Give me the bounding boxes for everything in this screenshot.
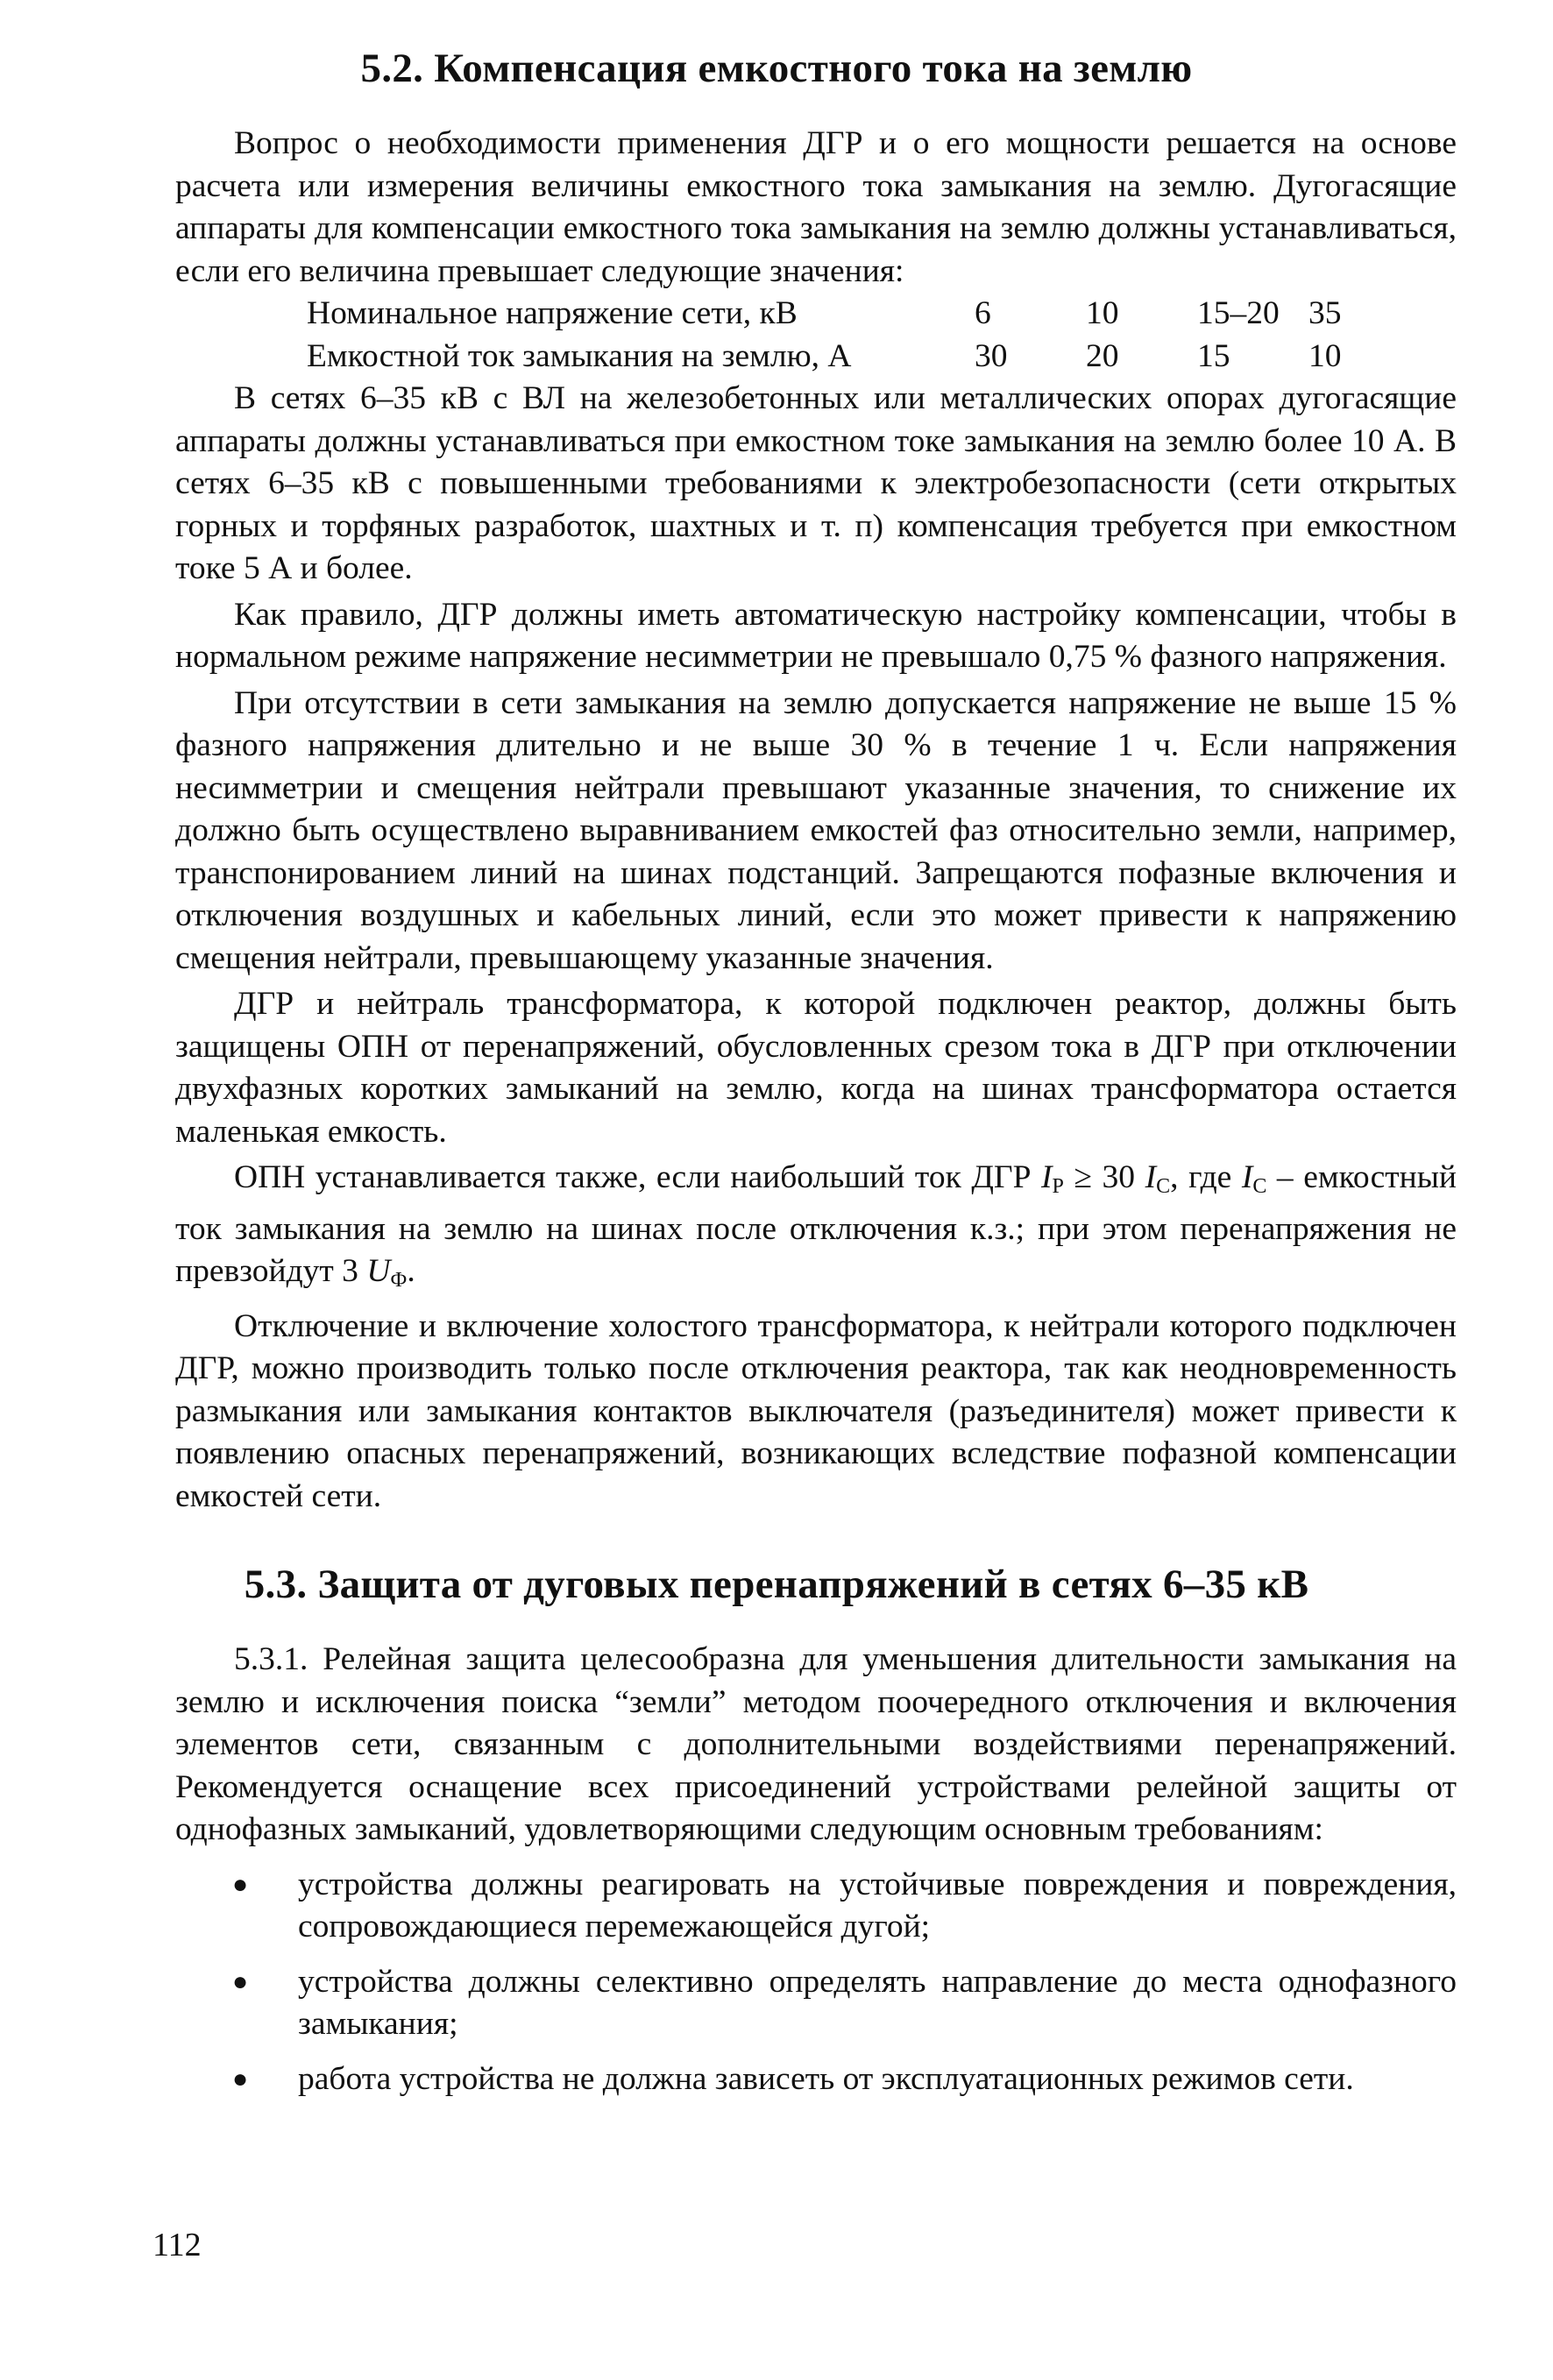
- table-cell: 35: [1308, 295, 1342, 331]
- text-run: ОПН устанавливается также, если наибольший ток ДГР: [234, 1159, 1042, 1195]
- paragraph-7: Отключение и включение холостого трансформатора, к нейтрали которого подключен ДГР, можно производить только после отключения реактора, так как неодновременность размыкания или замыкания контактов выключателя (разъединителя) может привести к появлению опасных перенапряжений, возникающих вследствие пофазной компенсации емкостей сети.: [175, 1307, 1457, 1514]
- text-run: .: [407, 1253, 415, 1289]
- list-item-text: устройства должны реагировать на устойчивые повреждения и повреждения, сопровождающиеся перемежающейся дугой;: [298, 1866, 1457, 1944]
- subscript: Ф: [390, 1269, 408, 1292]
- table-row: [307, 293, 1409, 336]
- requirements-list: [175, 1864, 1457, 2101]
- table-row: [307, 336, 1409, 379]
- section-5-2-body: [175, 123, 1457, 1518]
- list-item: [175, 1961, 1457, 2046]
- text-run: , где: [1170, 1159, 1242, 1195]
- table-row-label: Емкостной ток замыкания на землю, А: [307, 337, 852, 374]
- table-cell: 10: [1086, 295, 1119, 331]
- table-cell: 15: [1197, 337, 1230, 374]
- section-5-3-body: [175, 1639, 1457, 2113]
- table-cell: 30: [975, 337, 1008, 374]
- symbol-i: I: [1041, 1159, 1053, 1195]
- subscript: С: [1252, 1175, 1267, 1198]
- paragraph-2: В сетях 6–35 кВ с ВЛ на железобетонных или металлических опорах дугогасящие аппараты должны устанавливаться при емкостном токе замыкания на землю более 10 А. В сетях 6–35 кВ с повышенными требованиями к электробезопасности (сети открытых горных и торфяных разработок, шахтных и т. п) компенсация требуется при емкостном токе 5 А и более.: [175, 380, 1457, 586]
- bullet-icon: ●: [232, 1869, 249, 1899]
- table-cell: 20: [1086, 337, 1119, 374]
- paragraph-6: [175, 1157, 1457, 1302]
- list-item: [175, 1864, 1457, 1949]
- table-cell: 15–20: [1197, 295, 1280, 331]
- bullet-icon: ●: [232, 2064, 249, 2093]
- paragraph-4: При отсутствии в сети замыкания на землю допускается напряжение не выше 15 % фазного напряжения длительно и не выше 30 % в течение 1 ч. Если напряжения несимметрии и смещения нейтрали превышают указанные значения, то снижение их должно быть осуществлено выравниванием емкостей фаз относительно земли, например, транспонированием линий на шинах подстанций. Запрещаются пофазные включения и отключения воздушных и кабельных линий, если это может привести к напряжению смещения нейтрали, превышающему указанные значения.: [175, 684, 1457, 976]
- table-cell: 6: [975, 295, 991, 331]
- table-row-label: Номинальное напряжение сети, кВ: [307, 295, 798, 331]
- bullet-icon: ●: [232, 1966, 249, 1996]
- threshold-table: [307, 293, 1409, 378]
- symbol-i: I: [1241, 1159, 1253, 1195]
- section-title-5-3: 5.3. Защита от дуговых перенапряжений в сетях 6–35 кВ: [244, 1562, 1309, 1607]
- symbol-i: I: [1145, 1159, 1157, 1195]
- paragraph-1: Вопрос о необходимости применения ДГР и о его мощности решается на основе расчета или измерения величины емкостного тока замыкания на землю. Дугогасящие аппараты для компенсации емкостного тока замыкания на землю должны устанавливаться, если его величина превышает следующие значения:: [175, 125, 1457, 289]
- list-item-text: устройства должны селективно определять направление до места однофазного замыкания;: [298, 1963, 1457, 2042]
- paragraph-5: ДГР и нейтраль трансформатора, к которой подключен реактор, должны быть защищены ОПН от перенапряжений, обусловленных срезом тока в ДГР при отключении двухфазных коротких замыканий на землю, когда на шинах трансформатора остается маленькая емкость.: [175, 986, 1457, 1150]
- subscript: С: [1156, 1175, 1171, 1198]
- text-run: ≥ 30: [1063, 1159, 1145, 1195]
- page-number: 112: [152, 2227, 202, 2263]
- paragraph-3: Как правило, ДГР должны иметь автоматическую настройку компенсации, чтобы в нормальном режиме напряжение несимметрии не превышало 0,75 % фазного напряжения.: [175, 596, 1457, 675]
- list-item: [175, 2058, 1457, 2101]
- paragraph-5-3-1: 5.3.1. Релейная защита целесообразна для уменьшения длительности замыкания на землю и исключения поиска “земли” методом поочередного отключения и включения элементов сети, связанным с дополнительными воздействиями перенапряжений. Рекомендуется оснащение всех присоединений устройствами релейной защиты от однофазных замыканий, удовлетворяющими следующим основным требованиям:: [175, 1641, 1457, 1847]
- list-item-text: работа устройства не должна зависеть от эксплуатационных режимов сети.: [298, 2060, 1354, 2097]
- symbol-u: U: [366, 1253, 391, 1289]
- section-title-5-2: 5.2. Компенсация емкостного тока на землю: [360, 46, 1193, 91]
- subscript: Р: [1052, 1175, 1064, 1198]
- table-cell: 10: [1308, 337, 1342, 374]
- text-run: – емкостный ток замыкания на землю на шинах после отключения к.з.; при этом перенапряжения не превзойдут 3: [175, 1159, 1457, 1289]
